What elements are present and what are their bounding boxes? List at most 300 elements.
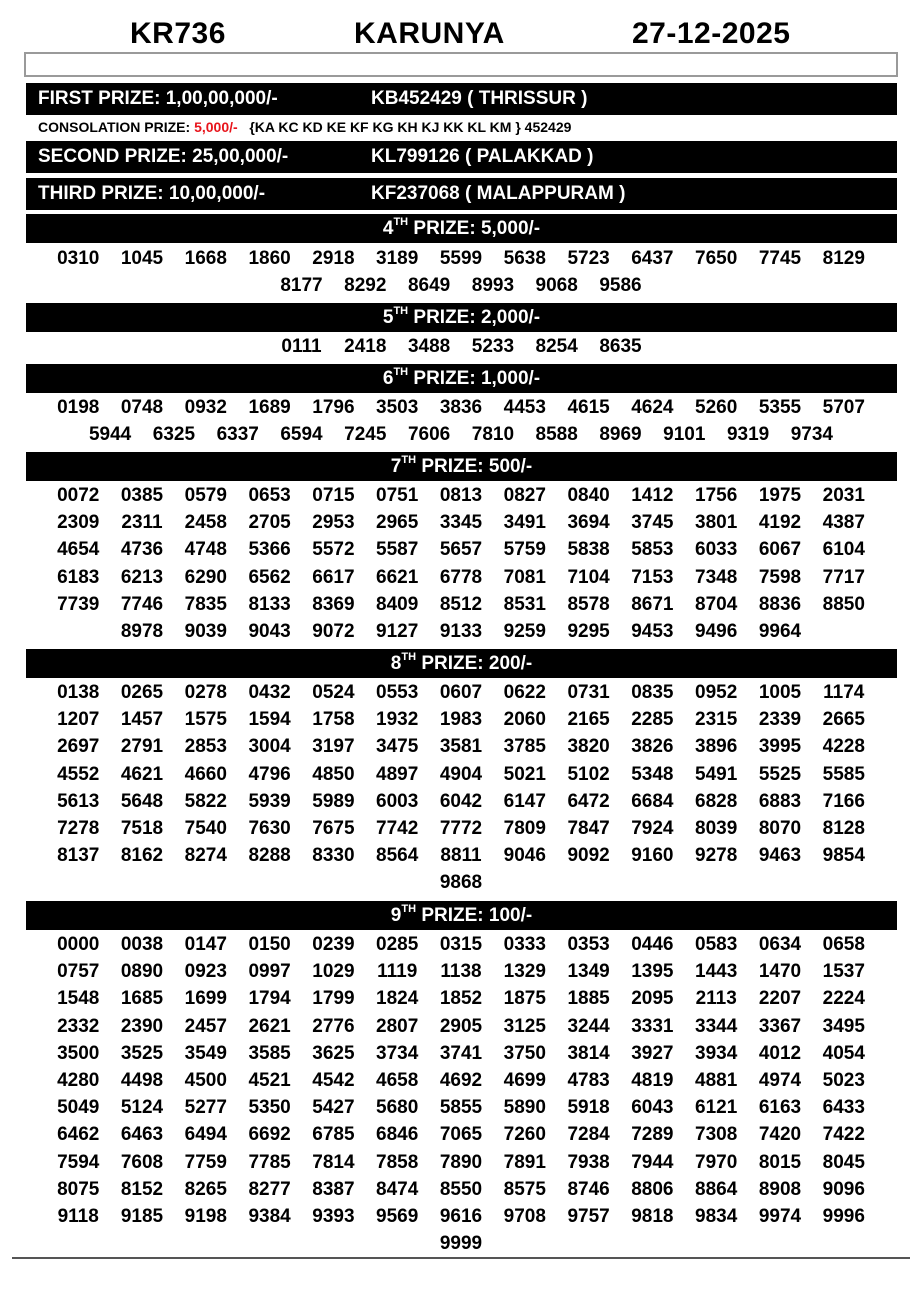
winning-number: 6183 [57, 566, 100, 588]
number-row [46, 869, 876, 896]
winning-number: 3503 [376, 397, 419, 418]
winning-number: 9964 [758, 620, 802, 642]
winning-number: 9185 [120, 1205, 164, 1227]
winning-number: 7081 [503, 566, 546, 588]
winning-number: 8864 [695, 1178, 738, 1200]
winning-number: 0446 [631, 934, 674, 955]
winning-number: 9463 [758, 845, 802, 867]
winning-number: 0952 [695, 682, 738, 703]
winning-number: 3004 [248, 736, 291, 758]
prize-tier-title: 6TH PRIZE: 1,000/- [382, 365, 541, 389]
winning-number: 7540 [184, 817, 227, 839]
number-row [46, 333, 876, 360]
winning-number: 8070 [758, 817, 802, 839]
prize-tier-8-bar [26, 649, 897, 678]
winning-number: 9384 [248, 1205, 291, 1227]
second-prize-label: SECOND PRIZE: 25,00,000/- [38, 146, 289, 167]
winning-number: 5599 [439, 248, 483, 269]
winning-number: 3491 [503, 512, 546, 534]
prize-tier-title: 5TH PRIZE: 2,000/- [382, 304, 541, 328]
winning-number: 9118 [57, 1205, 99, 1227]
winning-number: 7809 [503, 817, 546, 839]
winning-number: 6562 [248, 566, 291, 588]
winning-number: 1045 [120, 248, 164, 269]
winning-number: 4897 [376, 763, 419, 785]
third-prize-bar [26, 178, 897, 210]
winning-number: 8978 [120, 620, 164, 642]
winning-number: 3927 [631, 1042, 674, 1064]
winning-number: 9974 [758, 1205, 802, 1227]
winning-number: 8649 [407, 275, 451, 297]
winning-number: 1575 [184, 709, 227, 731]
winning-number: 3189 [376, 248, 419, 269]
winning-number: 8850 [822, 593, 865, 615]
winning-number: 1119 [377, 961, 418, 983]
winning-number: 0353 [567, 934, 610, 955]
winning-number: 0198 [57, 397, 100, 418]
winning-number: 1548 [57, 988, 100, 1010]
winning-number: 7518 [120, 817, 164, 839]
winning-number: 5427 [312, 1097, 355, 1119]
number-row [46, 1203, 876, 1230]
winning-number: 8550 [439, 1178, 483, 1200]
winning-number: 0890 [120, 961, 164, 983]
number-row [46, 1230, 876, 1257]
winning-number: 2339 [758, 709, 802, 731]
winning-number: 4615 [567, 397, 610, 418]
winning-number: 1799 [312, 988, 355, 1010]
winning-number: 9096 [822, 1178, 865, 1200]
winning-number: 3581 [439, 736, 483, 758]
winning-number: 0138 [57, 682, 100, 703]
winning-number: 1975 [758, 485, 802, 506]
winning-number: 8811 [440, 845, 482, 867]
winning-number: 1885 [567, 988, 610, 1010]
winning-number: 3836 [439, 397, 483, 418]
winning-number: 7104 [567, 566, 610, 588]
winning-number: 7166 [822, 790, 865, 812]
number-row [46, 536, 876, 563]
winning-number: 0634 [758, 934, 802, 955]
winning-number: 2060 [503, 709, 546, 731]
winning-number: 5638 [503, 248, 546, 269]
winning-number: 3331 [631, 1015, 674, 1037]
winning-number: 9039 [184, 620, 227, 642]
winning-number: 2905 [439, 1015, 483, 1037]
winning-number: 6163 [758, 1097, 802, 1119]
first-prize-label: FIRST PRIZE: 1,00,00,000/- [38, 88, 278, 109]
winning-number: 0715 [312, 485, 355, 506]
winning-number: 2621 [248, 1015, 291, 1037]
winning-number: 1005 [758, 682, 802, 703]
winning-number: 7858 [376, 1151, 419, 1173]
winning-number: 4453 [503, 397, 546, 418]
winning-number: 2953 [312, 512, 355, 534]
winning-number: 2418 [344, 336, 387, 357]
prize-tier-6-bar [26, 364, 897, 393]
winning-number: 2113 [695, 988, 737, 1010]
winning-number: 9198 [184, 1205, 227, 1227]
winning-number: 8162 [120, 845, 164, 867]
winning-number: 4521 [248, 1069, 291, 1091]
winning-number: 0147 [184, 934, 227, 955]
winning-number: 1794 [248, 988, 291, 1010]
winning-number: 0622 [503, 682, 546, 703]
winning-number: 9453 [631, 620, 674, 642]
winning-number: 0932 [184, 397, 227, 418]
winning-number: 7348 [695, 566, 738, 588]
winning-number: 6494 [184, 1124, 227, 1146]
number-row [46, 1121, 876, 1148]
winning-number: 6846 [376, 1124, 419, 1146]
winning-number: 8588 [535, 424, 578, 446]
winning-number: 1412 [631, 485, 674, 506]
winning-number: 8254 [535, 336, 578, 357]
winning-number: 8277 [248, 1178, 291, 1200]
winning-number: 7260 [503, 1124, 546, 1146]
winning-number: 7630 [248, 817, 291, 839]
winning-number: 3345 [439, 512, 483, 534]
winning-number: 3785 [503, 736, 546, 758]
winning-number: 9127 [376, 620, 419, 642]
winning-number: 5102 [567, 763, 610, 785]
winning-number: 4699 [503, 1069, 546, 1091]
number-row [46, 931, 876, 958]
first-prize-winner: KB452429 ( THRISSUR ) [371, 88, 588, 109]
winning-number: 2697 [57, 736, 100, 758]
winning-number: 5939 [248, 790, 291, 812]
prize-tier-9-bar [26, 901, 897, 930]
winning-number: 8474 [376, 1178, 419, 1200]
winning-number: 6433 [822, 1097, 865, 1119]
winning-number: 1457 [120, 709, 164, 731]
winning-number: 5890 [503, 1097, 546, 1119]
winning-number: 9295 [567, 620, 610, 642]
winning-number: 3734 [376, 1042, 419, 1064]
winning-number: 1029 [312, 961, 355, 983]
winning-number: 0038 [120, 934, 164, 955]
prize-tier-title: 7TH PRIZE: 500/- [390, 453, 533, 477]
winning-number: 6684 [631, 790, 674, 812]
winning-number: 6042 [439, 790, 483, 812]
winning-number: 0835 [631, 682, 674, 703]
winning-number: 6883 [758, 790, 802, 812]
winning-number: 9757 [567, 1205, 610, 1227]
winning-number: 7938 [567, 1151, 610, 1173]
winning-number: 9046 [503, 845, 546, 867]
winning-number: 8075 [57, 1178, 100, 1200]
prize-tier-5-bar [26, 303, 897, 332]
winning-number: 3475 [376, 736, 419, 758]
blank-banner-box [24, 52, 898, 77]
winning-number: 5366 [248, 539, 291, 561]
winning-number: 7065 [439, 1124, 483, 1146]
winning-number: 7420 [758, 1124, 802, 1146]
winning-number: 9496 [695, 620, 738, 642]
winning-number: 0150 [248, 934, 291, 955]
number-row [46, 815, 876, 842]
winning-number: 7598 [758, 566, 802, 588]
winning-number: 8387 [312, 1178, 355, 1200]
winning-number: 8836 [758, 593, 802, 615]
winning-number: 2315 [695, 709, 738, 731]
winning-number: 7245 [344, 424, 387, 446]
winning-number: 4796 [248, 763, 291, 785]
winning-number: 4542 [312, 1069, 355, 1091]
winning-number: 1875 [503, 988, 546, 1010]
prize-tier-8-numbers [46, 679, 876, 897]
winning-number: 3750 [503, 1042, 546, 1064]
number-row [46, 1013, 876, 1040]
winning-number: 5613 [57, 790, 100, 812]
number-row [46, 272, 876, 299]
winning-number: 1860 [248, 248, 291, 269]
consolation-amount: 5,000/- [194, 119, 238, 135]
number-row [46, 482, 876, 509]
winning-number: 3694 [567, 512, 610, 534]
winning-number: 6337 [216, 424, 259, 446]
winning-number: 6147 [503, 790, 546, 812]
winning-number: 2311 [121, 512, 163, 534]
winning-number: 7944 [631, 1151, 674, 1173]
number-row [46, 1067, 876, 1094]
winning-number: 4228 [822, 736, 865, 758]
winning-number: 1174 [823, 682, 865, 703]
winning-number: 3826 [631, 736, 674, 758]
winning-number: 5759 [503, 539, 546, 561]
winning-number: 0072 [57, 485, 100, 506]
prize-tier-title: 8TH PRIZE: 200/- [390, 650, 533, 674]
winning-number: 8177 [280, 275, 323, 297]
winning-number: 6437 [631, 248, 674, 269]
winning-number: 9319 [726, 424, 770, 446]
winning-number: 1689 [248, 397, 291, 418]
winning-number: 3197 [312, 736, 355, 758]
winning-number: 5989 [312, 790, 355, 812]
winning-number: 0579 [184, 485, 227, 506]
winning-number: 7594 [57, 1151, 100, 1173]
winning-number: 1537 [822, 961, 865, 983]
winning-number: 6463 [120, 1124, 164, 1146]
third-prize-label: THIRD PRIZE: 10,00,000/- [38, 183, 266, 204]
winning-number: 3820 [567, 736, 610, 758]
winning-number: 9708 [503, 1205, 546, 1227]
winning-number: 0757 [57, 961, 100, 983]
winning-number: 1758 [312, 709, 355, 731]
winning-number: 0385 [120, 485, 164, 506]
winning-number: 4881 [695, 1069, 738, 1091]
consolation-prize-line [38, 119, 571, 135]
winning-number: 0731 [567, 682, 610, 703]
winning-number: 4280 [57, 1069, 100, 1091]
winning-number: 9996 [822, 1205, 865, 1227]
winning-number: 0751 [376, 485, 419, 506]
winning-number: 2807 [376, 1015, 419, 1037]
winning-number: 5049 [57, 1097, 100, 1119]
winning-number: 8015 [758, 1151, 802, 1173]
winning-number: 1594 [248, 709, 291, 731]
winning-number: 2705 [248, 512, 291, 534]
prize-tier-5-numbers [46, 333, 876, 360]
winning-number: 3814 [567, 1042, 610, 1064]
number-row [46, 1094, 876, 1121]
winning-number: 5348 [631, 763, 674, 785]
winning-number: 7772 [439, 817, 483, 839]
winning-number: 0583 [695, 934, 738, 955]
winning-number: 3625 [312, 1042, 355, 1064]
second-prize-bar [26, 141, 897, 173]
winning-number: 9072 [312, 620, 355, 642]
winning-number: 9068 [535, 275, 578, 297]
winning-number: 7606 [407, 424, 451, 446]
number-row [46, 958, 876, 985]
winning-number: 9868 [439, 872, 483, 894]
winning-number: 4819 [631, 1069, 674, 1091]
winning-number: 4974 [758, 1069, 802, 1091]
winning-number: 8409 [376, 593, 419, 615]
bottom-divider [12, 1257, 910, 1259]
winning-number: 1395 [631, 961, 674, 983]
winning-number: 7608 [120, 1151, 164, 1173]
winning-number: 2457 [184, 1015, 227, 1037]
winning-number: 3741 [439, 1042, 483, 1064]
winning-number: 4621 [120, 763, 164, 785]
winning-number: 0278 [184, 682, 227, 703]
winning-number: 6472 [567, 790, 610, 812]
winning-number: 5587 [376, 539, 419, 561]
winning-number: 8993 [471, 275, 515, 297]
winning-number: 5707 [822, 397, 865, 418]
winning-number: 7814 [312, 1151, 355, 1173]
winning-number: 4192 [758, 512, 802, 534]
number-row [46, 394, 876, 421]
winning-number: 7739 [57, 593, 100, 615]
winning-number: 7891 [503, 1151, 546, 1173]
winning-number: 6003 [376, 790, 419, 812]
winning-number: 5260 [695, 397, 738, 418]
winning-number: 5491 [695, 763, 738, 785]
winning-number: 2309 [57, 512, 100, 534]
number-row [46, 1149, 876, 1176]
winning-number: 0607 [439, 682, 483, 703]
winning-number: 5021 [503, 763, 546, 785]
number-row [46, 761, 876, 788]
winning-number: 2332 [57, 1015, 100, 1037]
number-row [46, 679, 876, 706]
winning-number: 3585 [248, 1042, 291, 1064]
winning-number: 4387 [822, 512, 865, 534]
winning-number: 6043 [631, 1097, 674, 1119]
winning-number: 1138 [440, 961, 482, 983]
winning-number: 5124 [120, 1097, 164, 1119]
prize-tier-6-numbers [46, 394, 876, 448]
winning-number: 2207 [758, 988, 802, 1010]
winning-number: 8575 [503, 1178, 546, 1200]
winning-number: 8512 [439, 593, 483, 615]
winning-number: 1685 [120, 988, 164, 1010]
winning-number: 1796 [312, 397, 355, 418]
winning-number: 6067 [758, 539, 802, 561]
winning-number: 0997 [248, 961, 291, 983]
winning-number: 2776 [312, 1015, 355, 1037]
winning-number: 0827 [503, 485, 546, 506]
winning-number: 3125 [503, 1015, 546, 1037]
prize-tier-title: 9TH PRIZE: 100/- [390, 902, 533, 926]
winning-number: 8704 [695, 593, 738, 615]
prize-tier-4-bar [26, 214, 897, 243]
number-row [46, 564, 876, 591]
winning-number: 0432 [248, 682, 291, 703]
winning-number: 4624 [631, 397, 674, 418]
winning-number: 7742 [376, 817, 419, 839]
winning-number: 8564 [376, 845, 419, 867]
winning-number: 3525 [120, 1042, 164, 1064]
winning-number: 2390 [120, 1015, 164, 1037]
winning-number: 0813 [439, 485, 483, 506]
winning-number: 1443 [695, 961, 738, 983]
winning-number: 0111 [281, 336, 322, 357]
winning-number: 2965 [376, 512, 419, 534]
number-row [46, 509, 876, 536]
number-row [46, 788, 876, 815]
winning-number: 7970 [695, 1151, 738, 1173]
winning-number: 9569 [376, 1205, 419, 1227]
winning-number: 1470 [758, 961, 802, 983]
winning-number: 3344 [695, 1015, 738, 1037]
winning-number: 3995 [758, 736, 802, 758]
winning-number: 6594 [280, 424, 323, 446]
winning-number: 0840 [567, 485, 610, 506]
winning-number: 5657 [439, 539, 483, 561]
winning-number: 0923 [184, 961, 227, 983]
winning-number: 4552 [57, 763, 100, 785]
winning-number: 6290 [184, 566, 227, 588]
winning-number: 0653 [248, 485, 291, 506]
winning-number: 7278 [57, 817, 100, 839]
winning-number: 0553 [376, 682, 419, 703]
draw-date: 27-12-2025 [632, 17, 791, 50]
winning-number: 5918 [567, 1097, 610, 1119]
winning-number: 5944 [88, 424, 132, 446]
winning-number: 2665 [822, 709, 865, 731]
winning-number: 7675 [312, 817, 355, 839]
winning-number: 9092 [567, 845, 610, 867]
winning-number: 7153 [631, 566, 674, 588]
prize-tier-7-numbers [46, 482, 876, 645]
winning-number: 8806 [631, 1178, 674, 1200]
winning-number: 5525 [758, 763, 802, 785]
winning-number: 9818 [631, 1205, 674, 1227]
winning-number: 5355 [758, 397, 802, 418]
winning-number: 4660 [184, 763, 227, 785]
winning-number: 7717 [822, 566, 865, 588]
winning-number: 9101 [663, 424, 706, 446]
third-prize-winner: KF237068 ( MALAPPURAM ) [371, 183, 626, 204]
winning-number: 1349 [567, 961, 610, 983]
winning-number: 9043 [248, 620, 291, 642]
winning-number: 5822 [184, 790, 227, 812]
winning-number: 3801 [695, 512, 738, 534]
winning-number: 0000 [57, 934, 100, 955]
winning-number: 4054 [822, 1042, 865, 1064]
winning-number: 5233 [471, 336, 515, 357]
winning-number: 8152 [120, 1178, 164, 1200]
number-row [46, 421, 876, 448]
winning-number: 7835 [184, 593, 227, 615]
winning-number: 2031 [822, 485, 865, 506]
winning-number: 4850 [312, 763, 355, 785]
winning-number: 7289 [631, 1124, 674, 1146]
